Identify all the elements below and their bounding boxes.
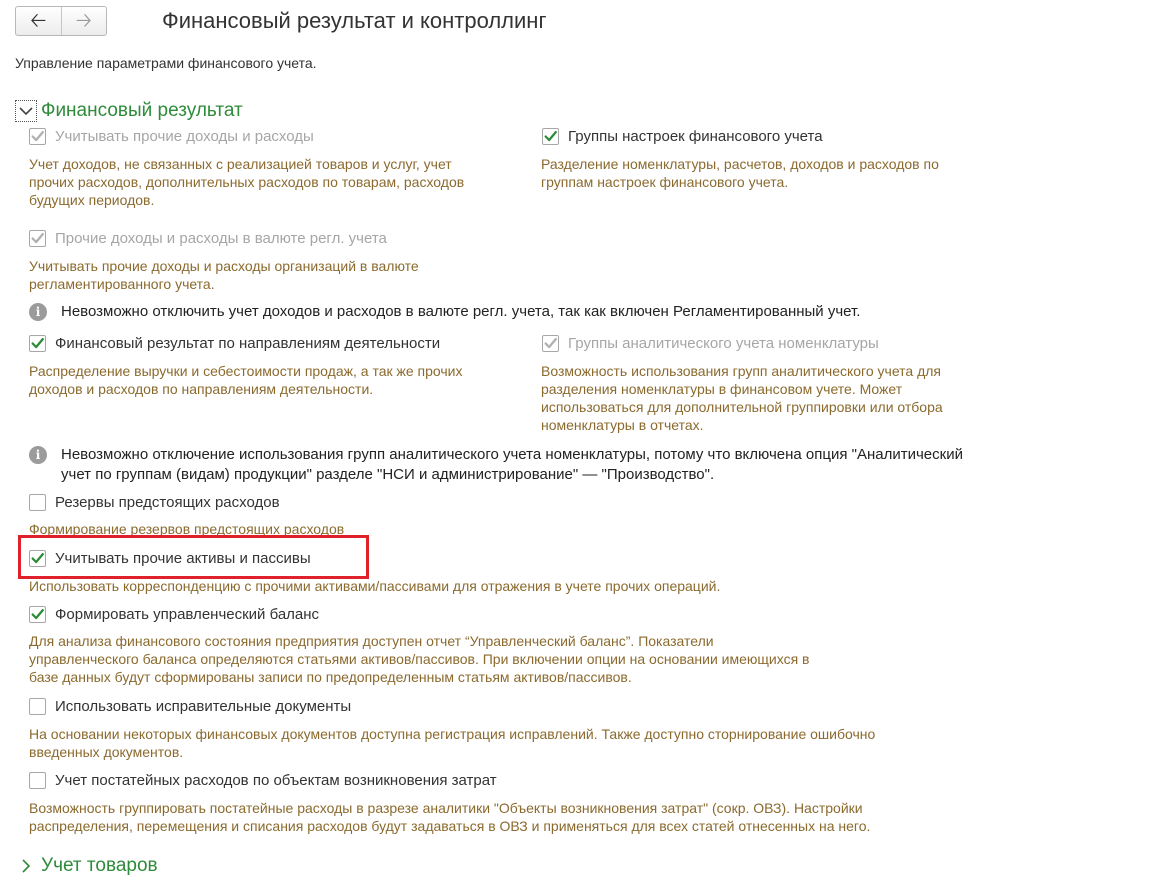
reg-currency-description [29, 257, 419, 293]
description-line: Разделение номенклатуры, расчетов, доходов и расходов по [541, 156, 939, 172]
option-reg-currency[interactable] [29, 230, 387, 247]
correction-docs-checkbox[interactable] [29, 698, 46, 715]
section-financial-result[interactable] [15, 100, 243, 122]
business-directions-checkbox[interactable] [29, 335, 46, 352]
info-text-line: Невозможно отключение использования групп аналитического учета номенклатуры, потому что включена опция "Аналитический [61, 446, 963, 463]
info-icon: i [29, 303, 47, 321]
option-management-balance[interactable] [29, 606, 319, 623]
forward-button[interactable] [62, 7, 107, 35]
correction-docs-label: Использовать исправительные документы [55, 698, 352, 715]
chevron-right-icon [15, 855, 37, 877]
description-line: использоваться для дополнительной группировки или отбора [541, 399, 943, 415]
info-reg-currency [29, 302, 860, 322]
other-income-label: Учитывать прочие доходы и расходы [55, 128, 314, 145]
settings-groups-label: Группы настроек финансового учета [568, 128, 823, 145]
other-income-checkbox[interactable] [29, 128, 46, 145]
checkmark-icon [30, 128, 45, 145]
cost-objects-checkbox[interactable] [29, 772, 46, 789]
description-line: Учитывать прочие доходы и расходы организаций в валюте [29, 258, 419, 274]
analytic-groups-label: Группы аналитического учета номенклатуры [568, 335, 879, 352]
chevron-down-icon [15, 100, 37, 122]
reg-currency-checkbox[interactable] [29, 230, 46, 247]
description-line: Использовать корреспонденцию с прочими активами/пассивами для отражения в учете прочих операций. [29, 578, 721, 594]
description-line: разделения номенклатуры в финансовом учете. Может [541, 381, 903, 397]
description-line: прочих расходов, дополнительных расходов по товарам, расходов [29, 174, 465, 190]
description-line: Возможность группировать постатейные расходы в разрезе аналитики "Объекты возникновения затрат" (сокр. ОВЗ). Настройки [29, 800, 863, 816]
info-text: Невозможно отключить учет доходов и расходов в валюте регл. учета, так как включен Регламентированный учет. [61, 303, 861, 320]
description-line: управленческого баланса определяются статьями активов/пассивов. При включении опции на основании имеющихся в [29, 651, 810, 667]
option-cost-objects[interactable] [29, 772, 497, 789]
description-line: Распределение выручки и себестоимости продаж, а так же прочих [29, 363, 463, 379]
checkmark-icon [30, 335, 45, 352]
info-icon: i [29, 446, 47, 464]
info-text-line: учет по группам (видам) продукции" разделе "НСИ и администрирование" — "Производство". [61, 466, 715, 483]
correction-docs-description [29, 725, 875, 761]
description-line: будущих периодов. [29, 192, 155, 208]
option-other-income[interactable] [29, 128, 314, 145]
description-line: номенклатуры в отчетах. [541, 417, 704, 433]
description-line: регламентированного учета. [29, 276, 215, 292]
section-label: Учет товаров [41, 855, 158, 876]
description-line: введенных документов. [29, 744, 184, 760]
other-income-description [29, 155, 464, 209]
arrow-left-icon: 🡠 [30, 10, 47, 32]
other-assets-description [29, 577, 720, 595]
reserves-checkbox[interactable] [29, 494, 46, 511]
option-business-directions[interactable] [29, 335, 440, 352]
description-line: Учет доходов, не связанных с реализацией товаров и услуг, учет [29, 156, 452, 172]
description-line: распределения, перемещения и списания расходов будут задаваться в ОВЗ и применяться для всех статей отнесенных на него. [29, 818, 871, 834]
section-label: Финансовый результат [41, 100, 243, 121]
description-line: Возможность использования групп аналитического учета для [541, 363, 941, 379]
management-balance-checkbox[interactable] [29, 606, 46, 623]
reg-currency-label: Прочие доходы и расходы в валюте регл. учета [55, 230, 387, 247]
description-line: базе данных будут сформированы записи по предопределенным статьям активов/пассивов. [29, 669, 632, 685]
settings-groups-checkbox[interactable] [542, 128, 559, 145]
page-title: Финансовый результат и контроллинг [162, 8, 547, 33]
reserves-label: Резервы предстоящих расходов [55, 494, 280, 511]
checkmark-icon [30, 606, 45, 623]
page-subtitle: Управление параметрами финансового учета. [15, 55, 317, 71]
navigation-buttons [15, 6, 107, 36]
highlight-frame [18, 535, 369, 579]
option-reserves[interactable] [29, 494, 280, 511]
info-text [61, 445, 963, 485]
option-analytic-groups[interactable] [542, 335, 879, 352]
cost-objects-label: Учет постатейных расходов по объектам возникновения затрат [55, 772, 497, 789]
description-line: группам настроек финансового учета. [541, 174, 789, 190]
analytic-groups-description [541, 362, 943, 434]
section-goods-accounting[interactable] [15, 855, 158, 877]
checkmark-icon [543, 128, 558, 145]
management-balance-label: Формировать управленческий баланс [55, 606, 320, 623]
description-line: Формирование резервов предстоящих расходов [29, 521, 345, 537]
description-line: доходов и расходов по направлениям деятельности. [29, 381, 374, 397]
cost-objects-description [29, 799, 870, 835]
analytic-groups-checkbox[interactable] [542, 335, 559, 352]
business-directions-label: Финансовый результат по направлениям деятельности [55, 335, 441, 352]
description-line: На основании некоторых финансовых документов доступна регистрация исправлений. Также доступно сторнирование ошибочно [29, 726, 876, 742]
option-settings-groups[interactable] [542, 128, 823, 145]
arrow-right-icon: 🡢 [75, 10, 92, 32]
business-directions-description [29, 362, 463, 398]
other-assets-label: Учитывать прочие активы и пассивы [55, 550, 311, 567]
management-balance-description [29, 632, 810, 686]
checkmark-icon [30, 230, 45, 247]
back-button[interactable] [16, 7, 62, 35]
description-line: Для анализа финансового состояния предприятия доступен отчет “Управленческий баланс”. Показатели [29, 633, 714, 649]
settings-groups-description [541, 155, 939, 191]
info-analytic-groups [29, 445, 963, 485]
checkmark-icon [543, 335, 558, 352]
option-correction-docs[interactable] [29, 698, 351, 715]
